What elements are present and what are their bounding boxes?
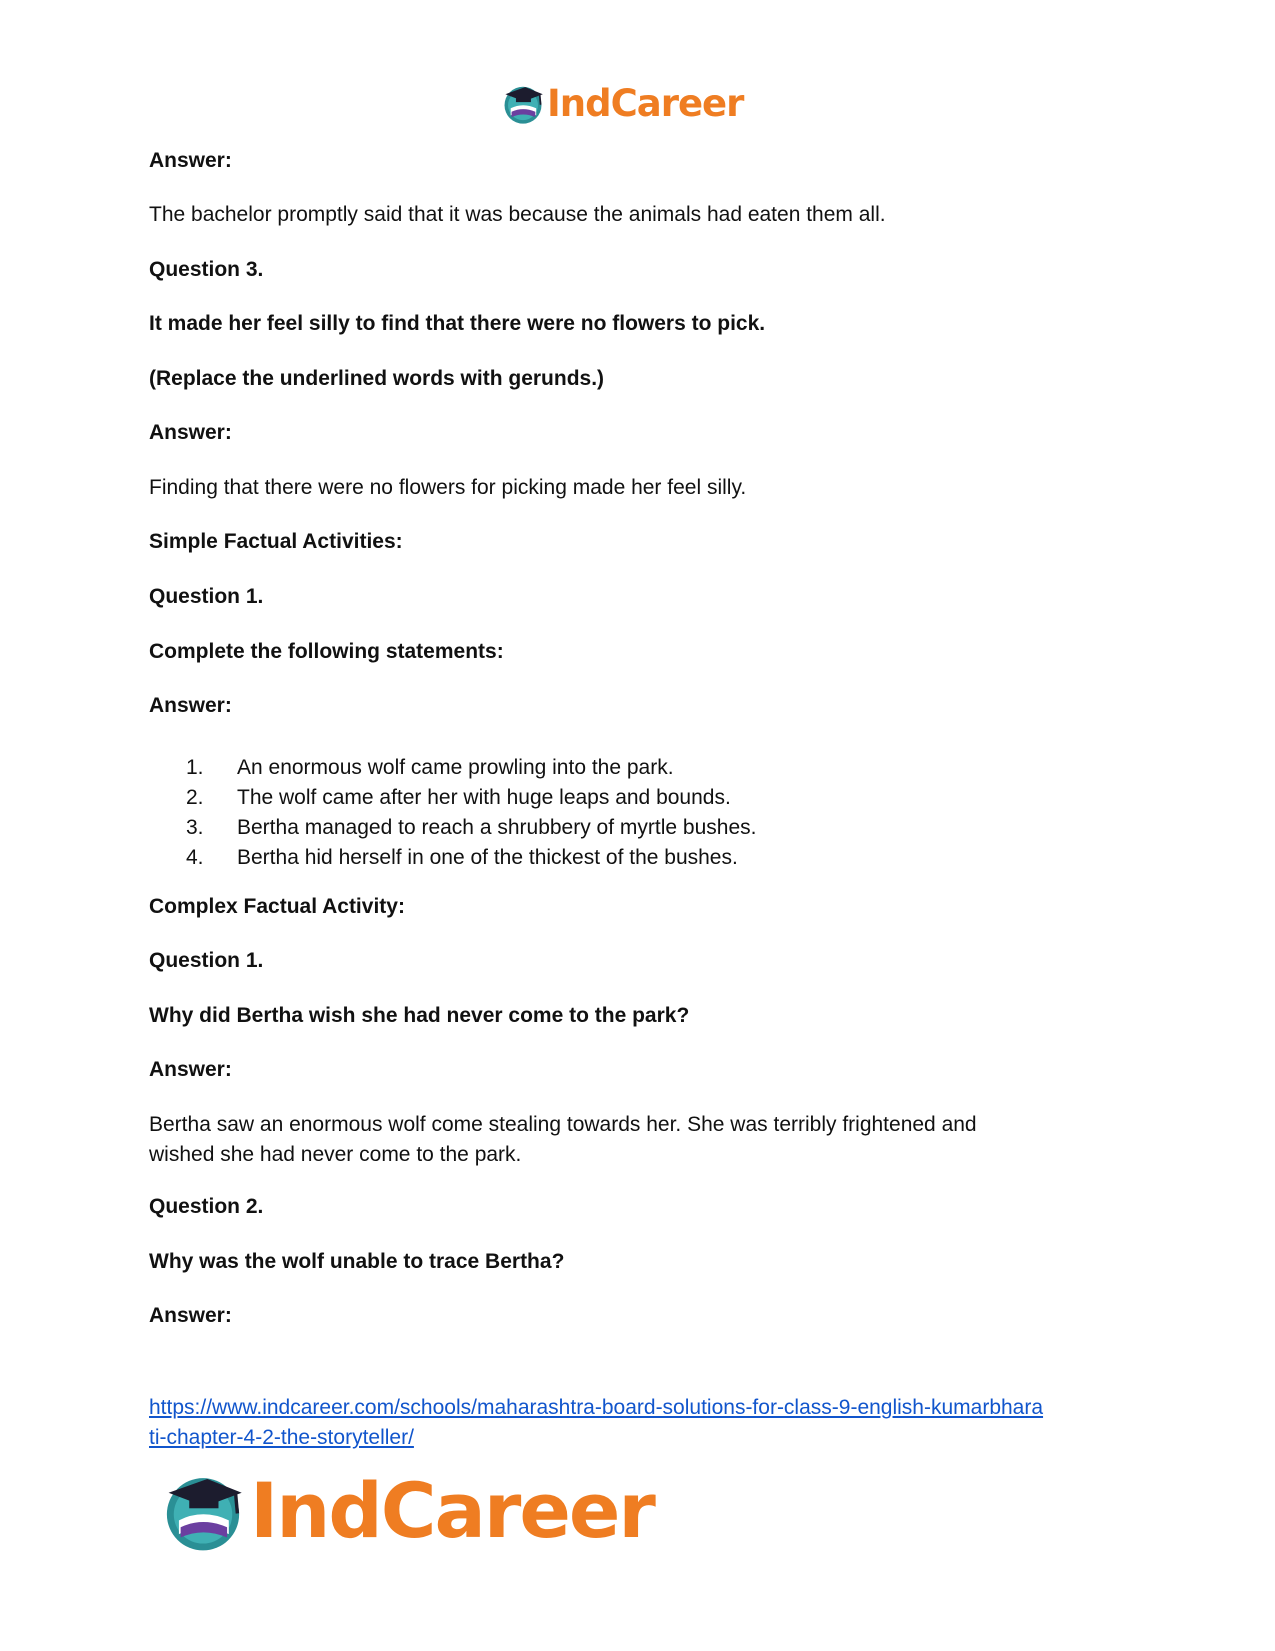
answer-text-line: wished she had never come to the park. [149,1143,522,1166]
answer-label: Answer: [149,1304,232,1327]
question-label: Question 1. [149,585,264,608]
list-text: Bertha managed to reach a shrubbery of myrtle bushes. [237,816,757,839]
answer-label: Answer: [149,149,232,172]
answer-label: Answer: [149,1058,232,1081]
source-link[interactable] [149,1393,1129,1453]
question-text: Why was the wolf unable to trace Bertha? [149,1250,565,1273]
list-item [149,783,756,813]
list-text: An enormous wolf came prowling into the park. [237,756,674,779]
answer-text: Finding that there were no flowers for picking made her feel silly. [149,476,747,499]
answer-text: The bachelor promptly said that it was because the animals had eaten them all. [149,203,886,226]
list-number: 2. [186,786,204,809]
section-heading-simple: Simple Factual Activities: [149,530,403,553]
list-item [149,753,756,783]
brand-name: IndCareer [547,81,744,125]
question-instruction: (Replace the underlined words with gerunds.) [149,367,605,390]
list-number: 4. [186,846,204,869]
list-text: Bertha hid herself in one of the thickest of the bushes. [237,846,738,869]
graduation-cap-icon [501,81,545,125]
brand-name: IndCareer [250,1465,654,1555]
list-item [149,843,756,873]
section-heading-complex: Complex Factual Activity: [149,895,405,918]
graduation-cap-icon [160,1467,246,1553]
header-logo [501,80,743,126]
source-link-line2[interactable]: ti-chapter-4-2-the-storyteller/ [149,1426,414,1449]
question-label: Question 2. [149,1195,264,1218]
answer-label: Answer: [149,421,232,444]
question-label: Question 1. [149,949,264,972]
list-number: 3. [186,816,204,839]
source-link-line1[interactable]: https://www.indcareer.com/schools/maharashtra-board-solutions-for-class-9-english-kumarbhara [149,1396,1044,1419]
answer-label: Answer: [149,694,232,717]
question-label: Question 3. [149,258,264,281]
list-text: The wolf came after her with huge leaps and bounds. [237,786,731,809]
question-text: Complete the following statements: [149,640,504,663]
list-item [149,813,756,843]
statements-list [149,753,756,873]
footer-logo [160,1465,654,1555]
question-text: Why did Bertha wish she had never come to the park? [149,1004,690,1027]
answer-text-line: Bertha saw an enormous wolf come stealing towards her. She was terribly frightened and [149,1113,977,1136]
list-number: 1. [186,756,204,779]
question-text: It made her feel silly to find that there were no flowers to pick. [149,312,766,335]
